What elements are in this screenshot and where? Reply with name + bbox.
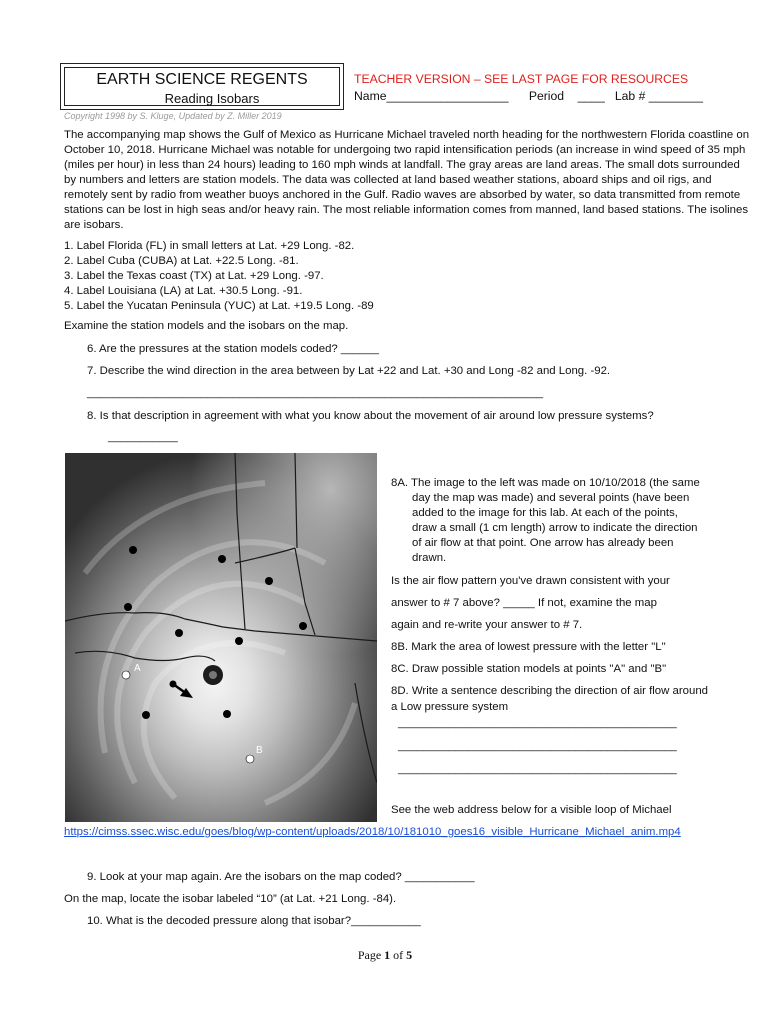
examine-instruction: Examine the station models and the isobars on the map.: [64, 320, 349, 332]
page-total: 5: [406, 948, 413, 962]
teacher-version-note: TEACHER VERSION – SEE LAST PAGE FOR RESOURCES: [354, 72, 689, 86]
intro-paragraph: The accompanying map shows the Gulf of Mexico as Hurricane Michael traveled north heading for the northwestern Florida coastline on October 10, 2018. Hurricane Michael was notable for undergoing two rapid intensification periods (an increase in wind speed of 35 mph (miles per hour) in less than 24 hours) leading to 160 mph winds at landfall. The gray areas are land areas. The small dots surrounded by numbers and letters are station models. The data was collected at land based weather stations, aboard ships and oil rigs, and remotely sent by radio from weather buoys anchored in the Gulf. Radio waves are absorbed by water, so data transmitted from remote stations can be lost in high seas and/or heavy rain. The most reliable information comes from manned, land based stations. The isolines are isobars.: [64, 129, 750, 231]
question-8d: 8D. Write a sentence describing the direction of air flow around: [391, 685, 708, 697]
label-item: 4. Label Louisiana (LA) at Lat. +30.5 Long. -91.: [64, 285, 303, 297]
answer-line-8[interactable]: ___________: [108, 431, 178, 443]
point-b: [246, 755, 254, 763]
answer-line-8d[interactable]: ____________________________________________: [398, 740, 677, 752]
question-7: 7. Describe the wind direction in the area between by Lat +22 and Lat. +30 and Long -82 and Long. -92.: [87, 365, 611, 377]
worksheet-title: EARTH SCIENCE REGENTS: [96, 71, 308, 88]
label-item: 5. Label the Yucatan Peninsula (YUC) at Lat. +19.5 Long. -89: [64, 300, 374, 312]
question-8a-consistency: Is the air flow pattern you've drawn consistent with your: [391, 575, 670, 587]
answer-line-8d[interactable]: ____________________________________________: [398, 717, 677, 729]
question-6[interactable]: 6. Are the pressures at the station models coded? ______: [87, 343, 379, 355]
question-8a-rewrite: again and re-write your answer to # 7.: [391, 619, 583, 631]
answer-line-8d[interactable]: ____________________________________________: [398, 763, 677, 775]
label-item: 3. Label the Texas coast (TX) at Lat. +29 Long. -97.: [64, 270, 324, 282]
question-8b: 8B. Mark the area of lowest pressure with the letter "L": [391, 641, 666, 653]
loop-note: See the web address below for a visible loop of Michael: [391, 804, 672, 816]
hurricane-eye-center: [209, 671, 217, 679]
question-10[interactable]: 10. What is the decoded pressure along that isobar?___________: [87, 915, 421, 927]
label-instructions: [64, 239, 374, 314]
page-word: Page: [357, 948, 382, 962]
question-8a: 8A. The image to the left was made on 10/10/2018 (the same: [391, 477, 700, 489]
question-8c: 8C. Draw possible station models at points "A" and "B": [391, 663, 667, 675]
worksheet-subtitle: Reading Isobars: [164, 91, 260, 106]
satellite-svg: [65, 453, 377, 822]
copyright: Copyright 1998 by S. Kluge, Updated by Z. Miller 2019: [64, 111, 282, 121]
label-item: 1. Label Florida (FL) in small letters at Lat. +29 Long. -82.: [64, 240, 355, 252]
question-8a-block: [391, 476, 751, 566]
question-8d-line: a Low pressure system: [391, 701, 509, 713]
question-8: 8. Is that description in agreement with what you know about the movement of air around low pressure systems?: [87, 410, 654, 422]
point-a-label: A: [134, 663, 141, 674]
page-footer: [0, 948, 770, 963]
question-8a-line: added to the image for this lab. At each of the points,: [412, 507, 678, 519]
title-box: [60, 63, 344, 110]
point-a: [122, 671, 130, 679]
page-number: 1: [384, 948, 391, 962]
question-8a-answer-blank[interactable]: answer to # 7 above? _____ If not, examine the map: [391, 597, 657, 609]
animation-link[interactable]: https://cimss.ssec.wisc.edu/goes/blog/wp-content/uploads/2018/10/181010_goes16_visible_Hurricane_Michael_anim.mp4: [64, 826, 681, 838]
of-word: of: [393, 948, 404, 962]
question-8a-line: day the map was made) and several points (have been: [412, 492, 690, 504]
question-8a-line: draw a small (1 cm length) arrow to indicate the direction: [412, 522, 698, 534]
answer-line-7[interactable]: ________________________________________________________________________: [87, 387, 544, 399]
label-item: 2. Label Cuba (CUBA) at Lat. +22.5 Long. -81.: [64, 255, 299, 267]
hurricane-satellite-image: [65, 453, 377, 822]
question-8a-line: drawn.: [412, 552, 447, 564]
point-b-label: B: [256, 745, 263, 756]
question-9[interactable]: 9. Look at your map again. Are the isobars on the map coded? ___________: [87, 871, 475, 883]
name-period-lab-line[interactable]: Name__________________ Period ____ Lab # ________: [354, 89, 703, 103]
title-box-inner: [64, 67, 340, 106]
locate-instruction: On the map, locate the isobar labeled “10” (at Lat. +21 Long. -84).: [64, 893, 397, 905]
question-8a-line: of air flow at that point. One arrow has already been: [412, 537, 674, 549]
